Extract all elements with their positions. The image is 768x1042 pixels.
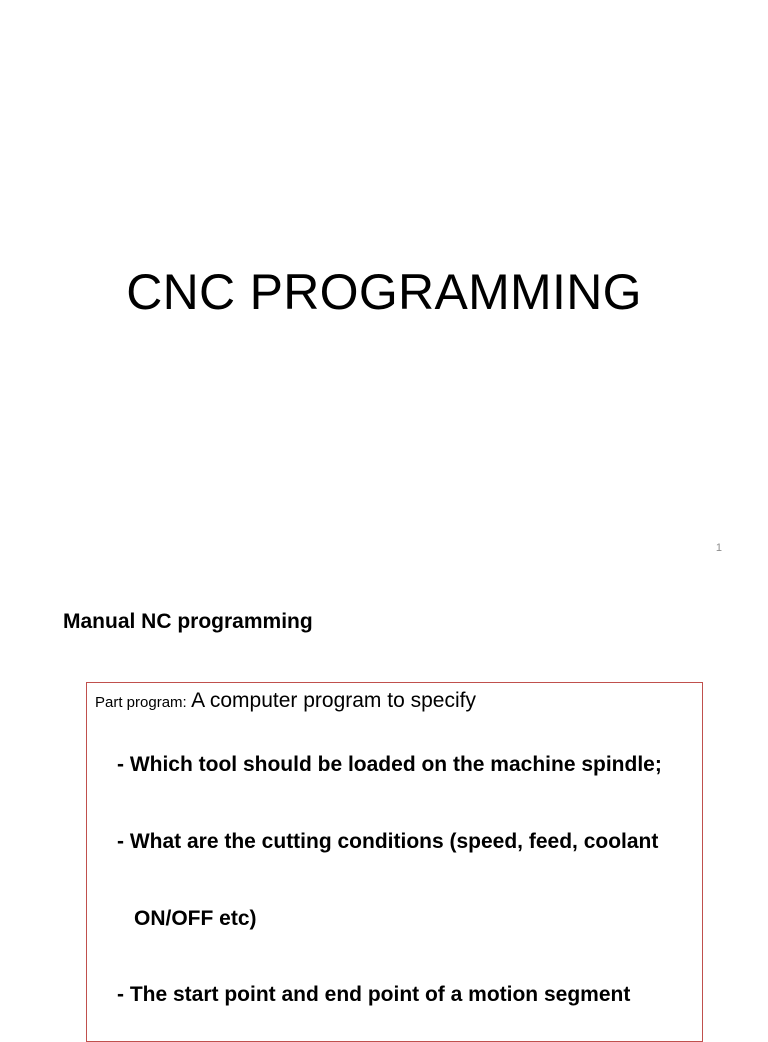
part-program-box xyxy=(86,682,703,1042)
slide-heading: Manual NC programming xyxy=(63,610,313,633)
bullet-cutting-conditions-continued: ON/OFF etc) xyxy=(134,907,257,930)
intro-text: A computer program to specify xyxy=(191,689,476,712)
content-slide xyxy=(0,576,768,1024)
bullet-tool: - Which tool should be loaded on the machine spindle; xyxy=(117,753,662,776)
part-program-label: Part program: xyxy=(95,694,187,711)
page-number: 1 xyxy=(715,542,722,554)
bullet-motion-segment: - The start point and end point of a motion segment xyxy=(117,983,631,1006)
intro-line xyxy=(95,689,476,713)
bullet-cutting-conditions: - What are the cutting conditions (speed, feed, coolant xyxy=(117,830,659,853)
slide-title: CNC PROGRAMMING xyxy=(126,264,642,320)
